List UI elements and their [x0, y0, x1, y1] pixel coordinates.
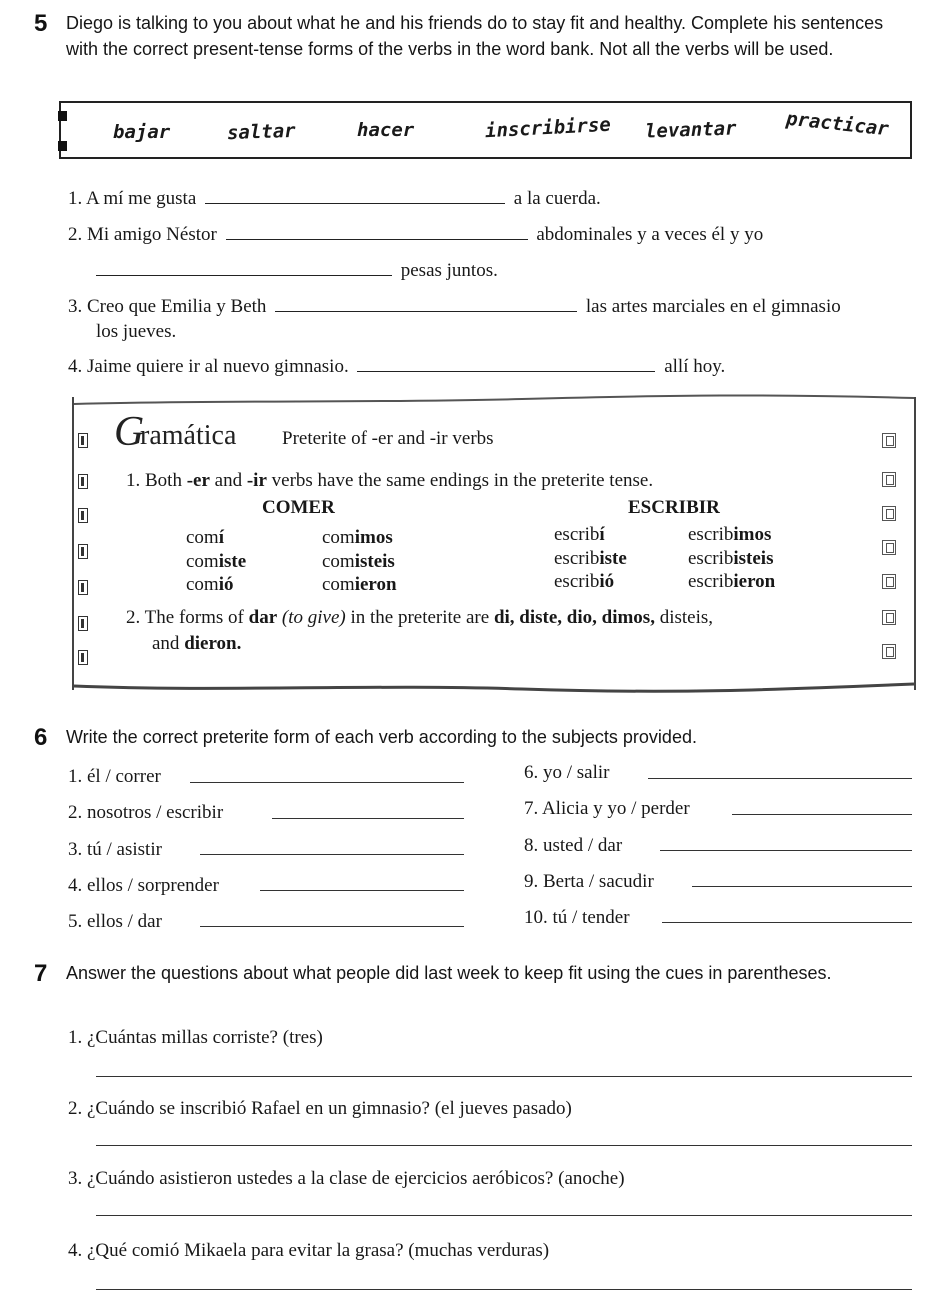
section-5-instructions: Diego is talking to you about what he and his friends do to stay fit and healthy. Complete his sentences with the correct present-tense forms of the verbs in the word bank. Not all the verbs will be used.: [66, 13, 884, 59]
word-bank-word: bajar: [113, 121, 171, 143]
sec5-item-1: 1. A mí me gusta a la cuerda.: [68, 188, 601, 209]
book-tab-icon: [882, 540, 896, 555]
grammar-box-bottom-border: [72, 680, 916, 694]
conjugation-escribir-nosotros: escribimos: [688, 524, 772, 545]
book-tab-icon: [882, 472, 896, 487]
answer-line[interactable]: [660, 850, 912, 851]
answer-line[interactable]: [260, 890, 464, 891]
sec6-item-4: 4. ellos / sorprender: [68, 875, 219, 896]
answer-line[interactable]: [96, 1076, 912, 1077]
conjugation-comer-nosotros: comimos: [322, 527, 393, 548]
sec7-question-4: 4. ¿Qué comió Mikaela para evitar la grasa? (muchas verduras): [68, 1240, 550, 1261]
conjugation-escribir-el: escribió: [554, 571, 615, 592]
sec7-question-1: 1. ¿Cuántas millas corriste? (tres): [68, 1027, 323, 1048]
answer-line[interactable]: [190, 782, 464, 783]
section-7-number: 7: [34, 960, 48, 987]
grammar-title: ramática: [140, 420, 237, 451]
word-bank-word: inscribirse: [484, 113, 612, 143]
grammar-point-1: 1. Both -er and -ir verbs have the same endings in the preterite tense.: [126, 470, 654, 491]
grammar-point-2: 2. The forms of dar (to give) in the preterite are di, diste, dio, dimos, disteis,: [126, 607, 714, 628]
sec6-item-8: 8. usted / dar: [524, 835, 623, 856]
book-tab-icon: [78, 508, 88, 523]
sec5-item-2: 2. Mi amigo Néstor abdominales y a veces él y yo: [68, 224, 764, 245]
conjugation-comer-yo: comí: [186, 527, 224, 548]
answer-blank[interactable]: [226, 238, 528, 240]
sec6-item-7: 7. Alicia y yo / perder: [524, 798, 690, 819]
grammar-subtitle: Preterite of -er and -ir verbs: [282, 428, 494, 449]
sec5-item-2-line2: pesas juntos.: [96, 260, 498, 282]
book-tab-icon: [882, 506, 896, 521]
answer-line[interactable]: [96, 1145, 912, 1146]
sec6-item-10: 10. tú / tender: [524, 907, 630, 928]
word-bank-word: levantar: [644, 117, 737, 143]
answer-line[interactable]: [732, 814, 912, 815]
answer-line[interactable]: [96, 1289, 912, 1290]
sec6-item-9: 9. Berta / sacudir: [524, 871, 654, 892]
book-tab-icon: [78, 474, 88, 489]
answer-blank[interactable]: [96, 274, 392, 276]
book-tab-icon: [882, 644, 896, 659]
answer-line[interactable]: [272, 818, 464, 819]
conjugation-escribir-tu: escribiste: [554, 548, 627, 569]
conjugation-escribir-vosotros: escribisteis: [688, 548, 774, 569]
sec6-item-1: 1. él / correr: [68, 766, 161, 787]
conjugation-comer-el: comió: [186, 574, 234, 595]
sec5-item-3: 3. Creo que Emilia y Beth las artes marciales en el gimnasio: [68, 296, 841, 317]
sec6-item-2: 2. nosotros / escribir: [68, 802, 224, 823]
sec5-item-3-line2: los jueves.: [96, 321, 177, 342]
word-bank-marker-icon: [58, 141, 67, 151]
sec6-item-6: 6. yo / salir: [524, 762, 610, 783]
book-tab-icon: [78, 433, 88, 448]
sec6-item-3: 3. tú / asistir: [68, 839, 162, 860]
answer-blank[interactable]: [357, 370, 655, 372]
conjugation-escribir-yo: escribí: [554, 524, 605, 545]
section-6-number: 6: [34, 724, 48, 751]
book-tab-icon: [78, 650, 88, 665]
book-tab-icon: [78, 616, 88, 631]
sec7-question-2: 2. ¿Cuándo se inscribió Rafael en un gimnasio? (el jueves pasado): [68, 1098, 572, 1119]
section-6-instructions: Write the correct preterite form of each verb according to the subjects provided.: [66, 727, 697, 747]
section-7-instructions: Answer the questions about what people did last week to keep fit using the cues in parentheses.: [66, 963, 832, 983]
conjugation-comer-tu: comiste: [186, 551, 247, 572]
answer-line[interactable]: [200, 926, 464, 927]
word-bank-word: saltar: [226, 119, 297, 145]
book-tab-icon: [78, 544, 88, 559]
book-tab-icon: [882, 433, 896, 448]
section-5-number: 5: [34, 10, 48, 37]
book-tab-icon: [882, 574, 896, 589]
conjugation-comer-vosotros: comisteis: [322, 551, 395, 572]
sec7-question-3: 3. ¿Cuándo asistieron ustedes a la clase de ejercicios aeróbicos? (anoche): [68, 1168, 625, 1189]
grammar-title-initial: G: [114, 409, 145, 455]
word-bank-marker-icon: [58, 111, 67, 121]
conjugation-comer-ellos: comieron: [322, 574, 397, 595]
answer-line[interactable]: [648, 778, 912, 779]
answer-line[interactable]: [692, 886, 912, 887]
sec5-item-4: 4. Jaime quiere ir al nuevo gimnasio. allí hoy.: [68, 356, 726, 377]
answer-blank[interactable]: [205, 202, 505, 204]
comer-header: COMER: [262, 497, 335, 518]
escribir-header: ESCRIBIR: [628, 497, 720, 518]
grammar-point-2-line2: and dieron.: [152, 633, 242, 654]
book-tab-icon: [78, 580, 88, 595]
word-bank-word: hacer: [357, 119, 415, 141]
word-bank-word: practicar: [785, 107, 890, 141]
answer-blank[interactable]: [275, 310, 577, 312]
conjugation-escribir-ellos: escribieron: [688, 571, 776, 592]
word-bank: [59, 101, 912, 159]
answer-line[interactable]: [200, 854, 464, 855]
answer-line[interactable]: [662, 922, 912, 923]
book-tab-icon: [882, 610, 896, 625]
answer-line[interactable]: [96, 1215, 912, 1216]
sec6-item-5: 5. ellos / dar: [68, 911, 162, 932]
